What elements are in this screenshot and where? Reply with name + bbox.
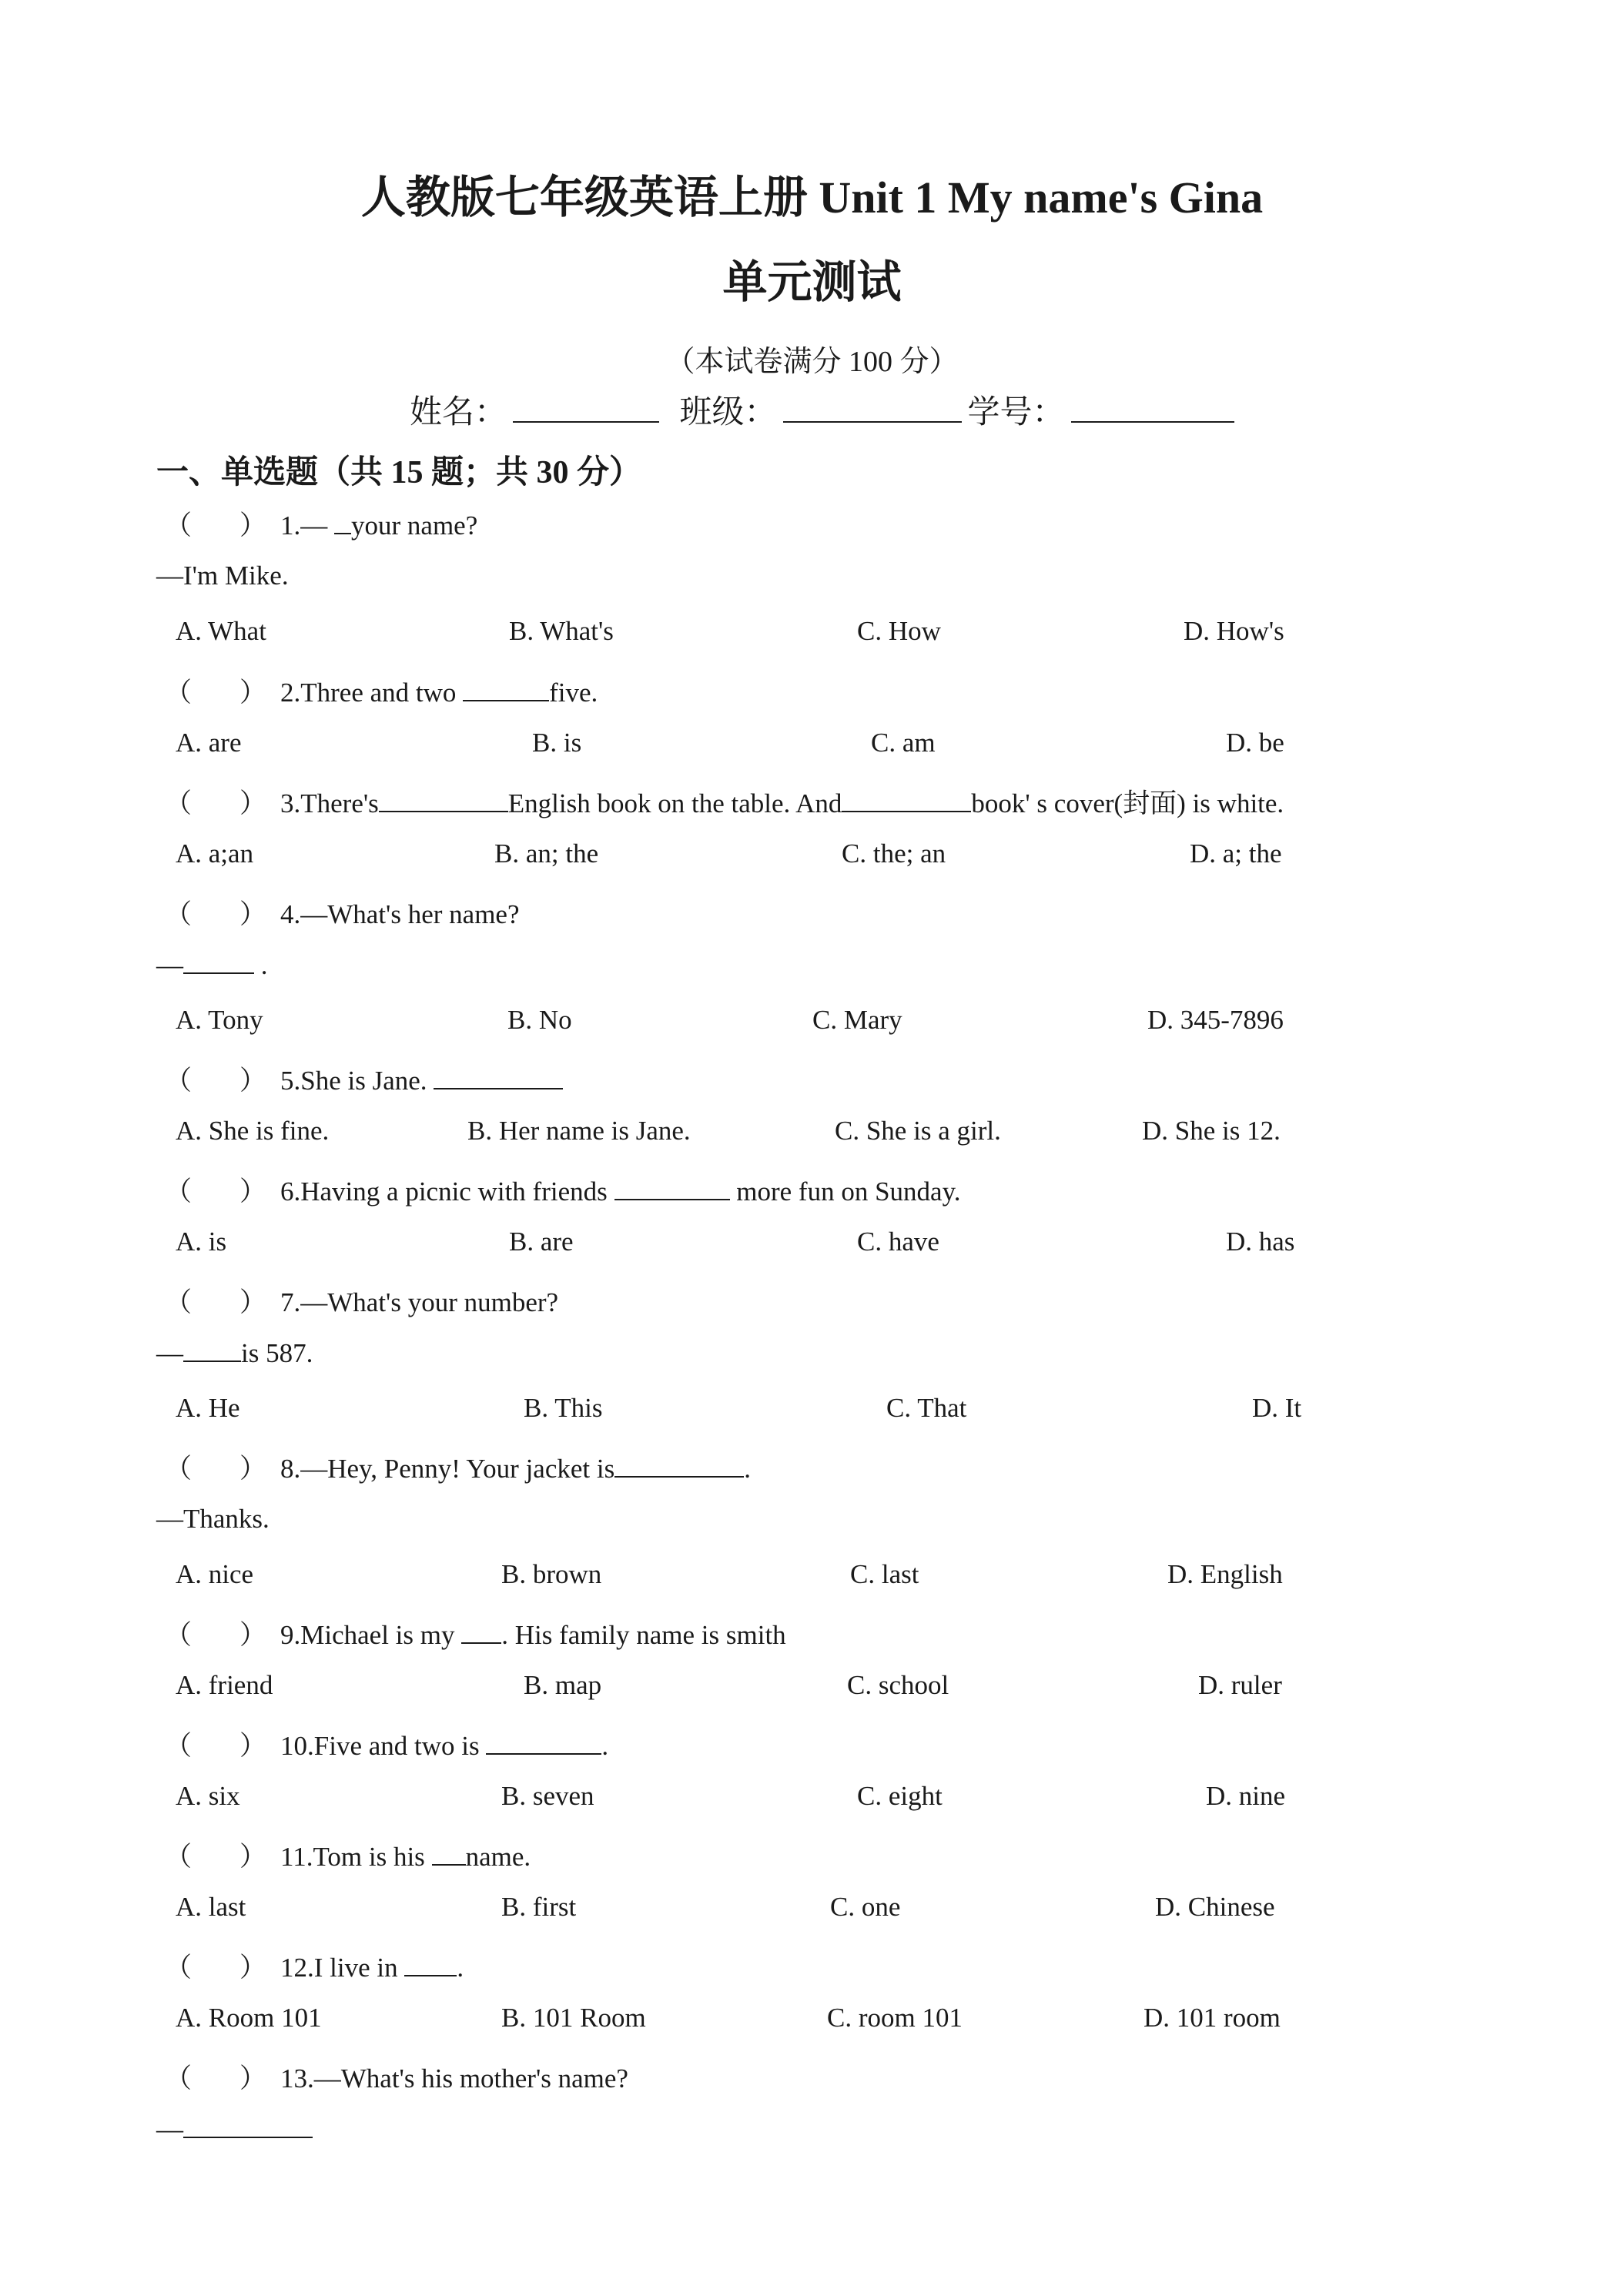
answer-paren[interactable]: （ ） (165, 1953, 267, 1983)
option-b[interactable]: B. seven (501, 1781, 594, 1811)
answer-paren[interactable]: （ ） (165, 1454, 267, 1484)
option-a[interactable]: A. a;an (176, 838, 254, 869)
option-c[interactable]: C. have (857, 1227, 939, 1257)
option-c[interactable]: C. Mary (812, 1005, 902, 1035)
option-b[interactable]: B. are (509, 1227, 574, 1257)
option-a[interactable]: A. are (176, 728, 242, 758)
option-a[interactable]: A. six (176, 1781, 240, 1811)
option-d[interactable]: D. How's (1184, 616, 1284, 646)
option-d[interactable]: D. has (1226, 1227, 1295, 1257)
question-11: （ ） 11.Tom is his name. (165, 1836, 531, 1874)
question-4: （ ） 4.—What's her name? (165, 893, 520, 932)
option-d[interactable]: D. English (1167, 1559, 1283, 1589)
question-1-answer: —I'm Mike. (156, 561, 289, 591)
option-d[interactable]: D. She is 12. (1142, 1116, 1281, 1146)
answer-paren[interactable]: （ ） (165, 1620, 267, 1650)
option-c[interactable]: C. That (886, 1393, 967, 1423)
student-info-row (410, 387, 1241, 433)
id-blank[interactable] (1071, 390, 1234, 423)
question-3: （ ） 3.There's English book on the table. And book' s cover(封面) is white. (165, 782, 1284, 821)
question-1: （ ） 1.— your name? (165, 504, 477, 543)
option-b[interactable]: B. map (524, 1670, 602, 1700)
option-b[interactable]: B. is (532, 728, 582, 758)
option-a[interactable]: A. Room 101 (176, 2003, 322, 2033)
question-7-answer: — is 587. (156, 1338, 313, 1368)
option-c[interactable]: C. last (850, 1559, 919, 1589)
name-blank[interactable] (513, 390, 659, 423)
answer-paren[interactable]: （ ） (165, 510, 267, 541)
answer-paren[interactable]: （ ） (165, 1287, 267, 1317)
question-13-answer: — (156, 2114, 313, 2145)
answer-paren[interactable]: （ ） (165, 899, 267, 929)
option-c[interactable]: C. school (847, 1670, 949, 1700)
answer-paren[interactable]: （ ） (165, 1066, 267, 1096)
option-a[interactable]: A. What (176, 616, 266, 646)
answer-paren[interactable]: （ ） (165, 788, 267, 818)
option-c[interactable]: C. am (871, 728, 936, 758)
option-d[interactable]: D. 345-7896 (1147, 1005, 1284, 1035)
option-d[interactable]: D. It (1252, 1393, 1302, 1423)
class-label: 班级： (679, 395, 777, 430)
class-blank[interactable] (783, 390, 962, 423)
option-d[interactable]: D. Chinese (1155, 1892, 1275, 1922)
option-d[interactable]: D. ruler (1198, 1670, 1282, 1700)
question-4-answer: — . (156, 950, 268, 980)
option-b[interactable]: B. What's (509, 616, 614, 646)
id-label: 学号： (967, 395, 1065, 430)
option-b[interactable]: B. Her name is Jane. (467, 1116, 691, 1146)
question-9: （ ） 9.Michael is my . His family name is smith (165, 1614, 786, 1652)
option-b[interactable]: B. No (507, 1005, 572, 1035)
answer-paren[interactable]: （ ） (165, 2063, 267, 2094)
question-7: （ ） 7.—What's your number? (165, 1281, 558, 1320)
option-d[interactable]: D. a; the (1190, 838, 1282, 869)
question-8-answer: —Thanks. (156, 1504, 270, 1534)
option-d[interactable]: D. be (1226, 728, 1284, 758)
option-b[interactable]: B. first (501, 1892, 577, 1922)
question-8: （ ） 8.—Hey, Penny! Your jacket is . (165, 1448, 751, 1486)
option-b[interactable]: B. brown (501, 1559, 602, 1589)
answer-paren[interactable]: （ ） (165, 1176, 267, 1207)
option-a[interactable]: A. last (176, 1892, 246, 1922)
option-d[interactable]: D. nine (1206, 1781, 1286, 1811)
answer-paren[interactable]: （ ） (165, 1842, 267, 1872)
option-a[interactable]: A. She is fine. (176, 1116, 330, 1146)
option-a[interactable]: A. He (176, 1393, 240, 1423)
option-d[interactable]: D. 101 room (1143, 2003, 1281, 2033)
score-note: （本试卷满分 100 分） (665, 346, 959, 378)
option-c[interactable]: C. one (830, 1892, 901, 1922)
option-b[interactable]: B. an; the (494, 838, 599, 869)
option-c[interactable]: C. the; an (842, 838, 946, 869)
option-c[interactable]: C. eight (857, 1781, 943, 1811)
option-c[interactable]: C. room 101 (827, 2003, 963, 2033)
answer-paren[interactable]: （ ） (165, 1731, 267, 1761)
section-heading: 一、单选题（共 15 题；共 30 分） (156, 455, 642, 490)
question-2: （ ） 2.Three and two five. (165, 671, 598, 710)
option-a[interactable]: A. nice (176, 1559, 254, 1589)
page-title: 人教版七年级英语上册 Unit 1 My name's Gina (360, 172, 1264, 223)
option-b[interactable]: B. 101 Room (501, 2003, 646, 2033)
question-12: （ ） 12.I live in . (165, 1946, 464, 1985)
question-10: （ ） 10.Five and two is . (165, 1725, 608, 1763)
name-label: 姓名： (410, 395, 507, 430)
answer-paren[interactable]: （ ） (165, 678, 267, 708)
page-subtitle: 单元测试 (722, 257, 902, 307)
option-a[interactable]: A. friend (176, 1670, 273, 1700)
option-c[interactable]: C. How (857, 616, 941, 646)
question-13: （ ） 13.—What's his mother's name? (165, 2057, 628, 2096)
question-5: （ ） 5.She is Jane. (165, 1059, 563, 1098)
option-a[interactable]: A. is (176, 1227, 227, 1257)
option-b[interactable]: B. This (524, 1393, 603, 1423)
option-c[interactable]: C. She is a girl. (835, 1116, 1001, 1146)
option-a[interactable]: A. Tony (176, 1005, 263, 1035)
question-6: （ ） 6.Having a picnic with friends more fun on Sunday. (165, 1170, 961, 1209)
